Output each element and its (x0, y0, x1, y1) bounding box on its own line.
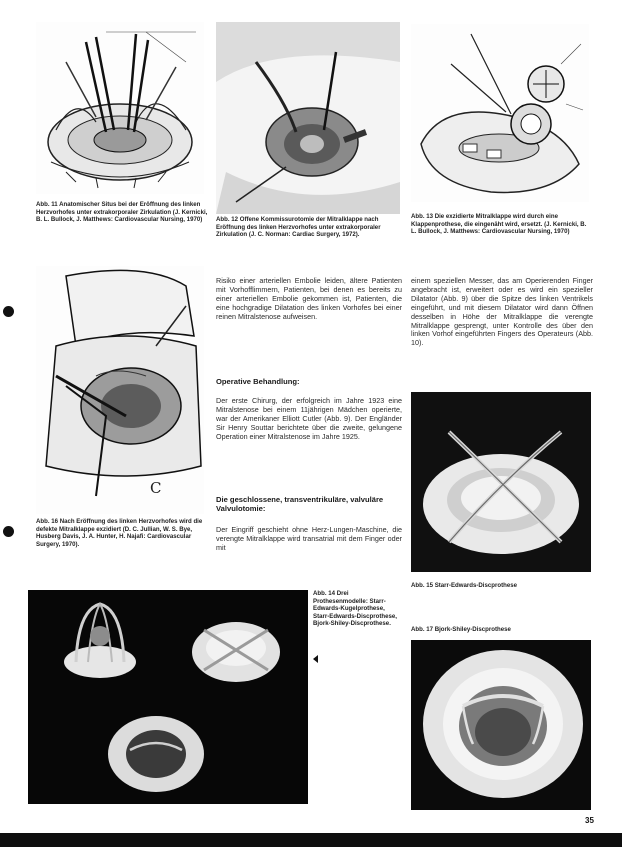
figure-15-starr-edwards-disc (411, 392, 591, 572)
caption-abb-13: Abb. 13 Die exzidierte Mitralklappe wird durch eine Klappenprothese, die eingenäht wird, ersetzt. (J. Kernicki, B. L. Bullock, J. Matthews: Cardiovascular Nursing, 1970) (411, 213, 587, 236)
heading-geschlossene-valvulotomie: Die geschlossene, transventrikuläre, valvuläre Valvulotomie: (216, 495, 384, 513)
figure-16-valve-excision (36, 266, 204, 514)
arrow-left-icon (313, 655, 318, 663)
caption-abb-16: Abb. 16 Nach Eröffnung des linken Herzvorhofes wird die defekte Mitralklappe exzidiert (D. C. Jullian, W. S. Bye, Husberg Davis, J. A. Hunter, H. Najafi: Cardiovascular Surgery, 1970). (36, 518, 203, 548)
column-2-paragraph-3: Der Eingriff geschieht ohne Herz-Lungen-Maschine, die verengte Mitralklappe wird transatrial mit dem Finger oder mit (216, 525, 402, 552)
punch-hole-bottom (3, 526, 14, 537)
column-2-paragraph-1: Risiko einer arteriellen Embolie leiden, ältere Patienten mit Vorhofflimmern, Patienten, bei denen es bereits zu einer arteriellen Embolie gekommen ist, Patienten, die eine hochgradige Dilatation des linken Vorhofes bei einer reinen Mitralstenose aufweisen. (216, 276, 402, 321)
caption-abb-11: Abb. 11 Anatomischer Situs bei der Eröffnung des linken Herzvorhofes unter extrakorporaler Zirkulation (J. Kernicki, B. L. Bullock, J. Matthews: Cardiovascular Nursing, 1970) (36, 201, 208, 224)
figure-12-commissurotomy (216, 22, 400, 214)
page-number: 35 (585, 816, 594, 825)
punch-hole-top (3, 306, 14, 317)
figure-11-anatomical-situs (36, 22, 204, 194)
figure-17-bjork-shiley-disc (411, 640, 591, 810)
figure-letter-c: C (150, 479, 162, 497)
heading-operative-behandlung: Operative Behandlung: (216, 377, 300, 386)
caption-abb-12: Abb. 12 Offene Kommissurotomie der Mitralklappe nach Eröffnung des linken Herzvorhofes unter extrakorporaler Zirkulation (J. C. Norman: Cardiac Surgery, 1972). (216, 216, 381, 239)
figure-14-three-prostheses (28, 590, 308, 804)
bottom-scan-edge (0, 833, 622, 847)
column-3-paragraph-1: einem speziellen Messer, das am Operierenden Finger angebracht ist, erweitert oder es wird ein spezieller Dilatator (Abb. 9) über die Spitze des linken Ventrikels eingeführt, und mit diesem Dilatator wird dann Öffnen desselben in Höhe der Mitralklappe die verengte Mitralklappe gesprengt, unter Kontrolle des über den linken Vorhof eingeführten Fingers des Operateurs (Abb. 10). (411, 276, 593, 348)
caption-abb-17: Abb. 17 Bjork-Shiley-Discprothese (411, 626, 511, 633)
caption-abb-15: Abb. 15 Starr-Edwards-Discprothese (411, 582, 517, 589)
figure-13-valve-prosthesis-diagram (411, 24, 589, 202)
column-2-paragraph-2: Der erste Chirurg, der erfolgreich im Jahre 1923 eine Mitralstenose bei einem 11jährigen Mädchen operierte, war der Amerikaner Elliott Cutler (Abb. 9). Der Engländer Sir Henry Souttar berichtete über die zweite, gelungene Operation einer Mitralstenose im Jahre 1925. (216, 396, 402, 441)
caption-abb-14: Abb. 14 Drei Prothesenmodelle: Starr-Edwards-Kugelprothese, Starr-Edwards-Discprothese, Bjork-Shiley-Discprothese. (313, 590, 397, 628)
